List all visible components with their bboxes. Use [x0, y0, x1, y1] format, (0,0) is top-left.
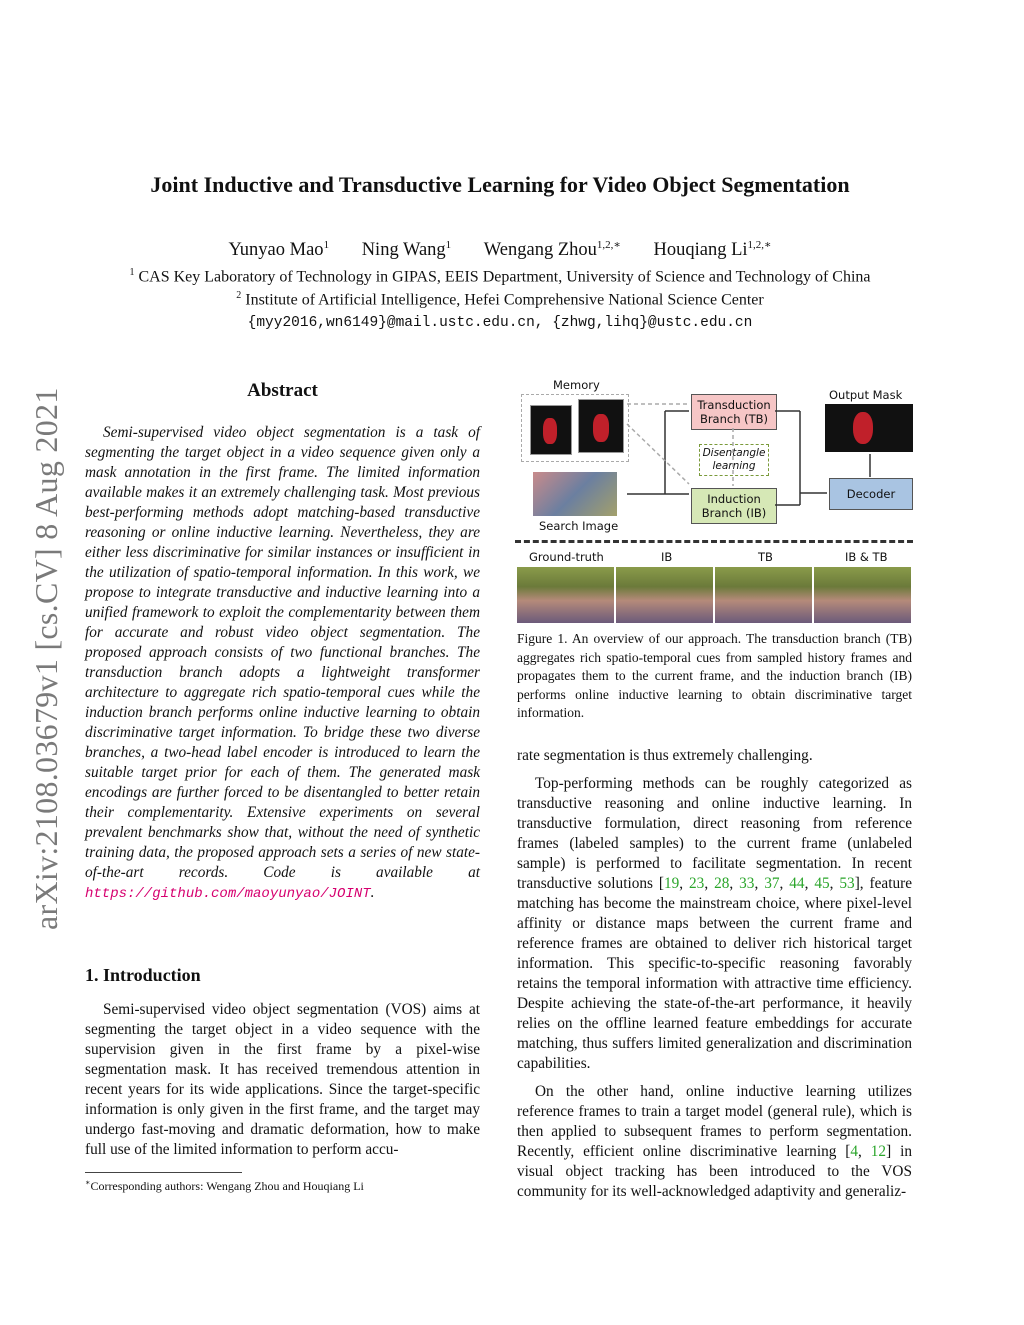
- figure-connectors: [515, 374, 913, 544]
- author: Houqiang $Li^{1,2,∗}$: [653, 239, 772, 261]
- continued-sentence: rate segmentation is thus extremely challenging.: [517, 747, 813, 764]
- citation[interactable]: 12: [870, 1143, 887, 1160]
- code-link[interactable]: https://github.com/maoyunyao/JOINT: [85, 886, 371, 902]
- result-thumbnail: [814, 567, 911, 623]
- citation[interactable]: 45: [814, 875, 830, 892]
- affiliation-1: $^1$ CAS Key Laboratory of Technology in GIPAS, EEIS Department, University of Science and Technology of China: [129, 267, 871, 286]
- row-label: TB: [758, 550, 773, 564]
- paper-title: Joint Inductive and Transductive Learning for Video Object Segmentation: [150, 172, 850, 197]
- footnote: ∗Corresponding authors: Wengang Zhou and Houqiang Li: [85, 1178, 364, 1193]
- citation[interactable]: 53: [839, 875, 855, 892]
- arxiv-stamp: arXiv:2108.03679v1 [cs.CV] 8 Aug 2021: [28, 387, 64, 930]
- output-mask-label: Output Mask: [829, 388, 903, 402]
- author: Ning Wang$^1$: [361, 239, 452, 261]
- affiliation-2: $^2$ Institute of Artificial Intelligence, Hefei Comprehensive National Science Center: [236, 290, 764, 309]
- abstract-heading: Abstract: [247, 380, 318, 401]
- memory-label: Memory: [553, 378, 600, 392]
- author: Yunyao Mao$^1$: [228, 239, 330, 261]
- section-heading-introduction: 1. Introduction: [85, 965, 201, 985]
- figure-separator: [515, 540, 913, 543]
- row-label: IB: [661, 550, 673, 564]
- search-image-label: Search Image: [539, 519, 619, 533]
- author-list: [0, 238, 1000, 261]
- figure-caption: Figure 1. An overview of our approach. The transduction branch (TB) aggregates rich spatio-temporal cues from sampled history frames and propagates them to the current frame, and the induction branch (IB) performs online inductive learning to obtain discriminative target information.: [517, 631, 912, 720]
- induction-branch-box: Induction Branch (IB): [691, 488, 777, 524]
- author-emails: {myy2016,wn6149}@mail.ustc.edu.cn, {zhwg,lihq}@ustc.edu.cn: [247, 315, 753, 331]
- result-thumbnail: [517, 567, 614, 623]
- row-label: IB & TB: [845, 550, 888, 564]
- citation[interactable]: 23: [689, 875, 705, 892]
- paragraph-inductive: On the other hand, online inductive learning utilizes reference frames to train a target model (general rule), which is then applied to subsequent frames to perform segmentation. Recently, efficient online discriminative learning [4, 12] in visual object tracking has been introduced to the VOS community for its well-acknowledged adaptivity and generaliz-: [517, 1083, 912, 1200]
- disentangle-box: Disentangle learning: [699, 444, 769, 476]
- right-column-text: [517, 746, 912, 1202]
- row-label: Ground-truth: [529, 550, 604, 564]
- figure-1: [515, 374, 913, 624]
- citation[interactable]: 33: [739, 875, 755, 892]
- citation[interactable]: 28: [714, 875, 730, 892]
- footnote-rule: [85, 1172, 242, 1173]
- decoder-box: Decoder: [829, 478, 913, 510]
- citation[interactable]: 4: [850, 1143, 859, 1160]
- citation[interactable]: 44: [789, 875, 805, 892]
- result-thumbnail: [715, 567, 812, 623]
- author: Wengang Zhou$^{1,2,∗}$: [483, 239, 621, 261]
- result-thumbnail: [616, 567, 713, 623]
- paragraph-transductive: Top-performing methods can be roughly categorized as transductive reasoning and online inductive learning. In transductive formulation, direct reasoning from reference frames (labeled samples) to the current frame (unlabeled sample) is performed to facilitate segmentation. In recent transductive solutions [19, 23, 28, 33, 37, 44, 45, 53], feature matching has become the mainstream choice, where pixel-level affinity or distance maps between the current frame and reference frames are obtained to deliver rich historical target information. This specific-to-specific reasoning favorably retains the temporal information with attractive time efficiency. Despite achieving the state-of-the-art performance, it heavily relies on the offline learned feature embeddings for accurate matching, thus suffers limited generalization and discrimination capabilities.: [517, 775, 913, 1072]
- intro-paragraph: Semi-supervised video object segmentation (VOS) aims at segmenting the target object in a video sequence with the supervision given in the first frame by a pixel-wise segmentation mask. It has received tremendous attention in recent years for its wide applications. Since the target-specific information is only given in the first frame, and the target may undergo fast-moving and dramatic deformation, how to make full use of the limited information to perform accu-: [85, 1001, 480, 1158]
- citation[interactable]: 37: [764, 875, 780, 892]
- transduction-branch-box: Transduction Branch (TB): [691, 394, 777, 430]
- abstract-text: Semi-supervised video object segmentation is a task of segmenting the target object in a video sequence given only a mask annotation in the first frame. The limited information available makes it an extremely challenging task. Most previous best-performing methods adopt matching-based transductive reasoning or online inductive learning. Nevertheless, they are either less discriminative for similar instances or insufficient in the utilization of spatio-temporal information. In this work, we propose to integrate transductive and inductive learning into a unified framework to exploit the complementarity between them for accurate and robust video object segmentation. The proposed approach consists of two functional branches. The transduction branch adopts a lightweight transformer architecture to aggregate rich spatio-temporal cues while the induction branch performs online inductive learning to obtain discriminative target information. To bridge these two diverse branches, a two-head label encoder is introduced to learn the suitable target prior for each of them. The generated mask encodings are further forced to be disentangled to better retain their complementarity. Extensive experiments on several prevalent benchmarks show that, without the need of synthetic training data, the proposed approach sets a series of new state-of-the-art records. Code is available at https://github.com/maoyunyao/JOINT.: [85, 424, 480, 902]
- citation[interactable]: 19: [663, 875, 680, 892]
